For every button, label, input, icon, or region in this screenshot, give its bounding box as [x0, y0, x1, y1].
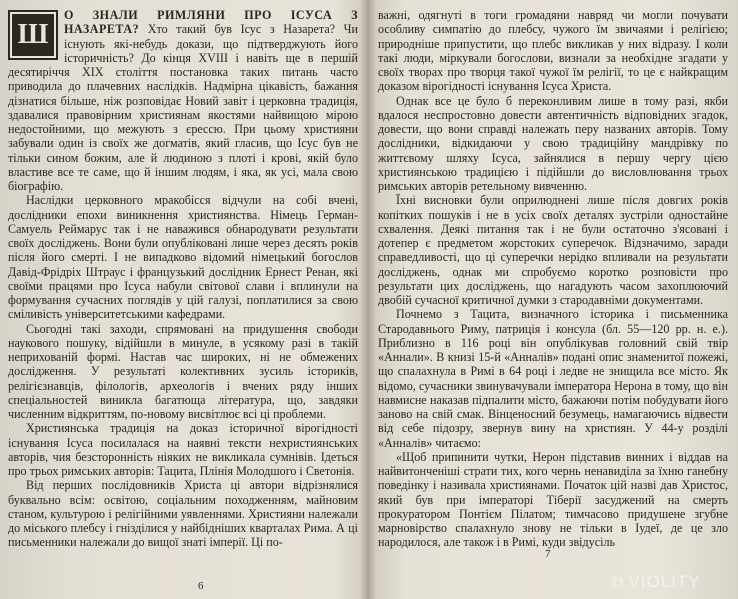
page-number-right: 7 [545, 548, 551, 560]
paragraph: Їхні висновки були оприлюднені лише після довгих років копітких пошуків і не в усіх своїх деталях зустріли одностайне схвалення. Деякі питання так і не були остаточно з'ясовані і дотепер є предметом жорстоких суперечок. Відзначимо, заради справедливості, що ці суперечки нерідко впливали на результати досліджень, однак ми спробуємо коротко розповісти про результати цих досліджень, що нагадують часом захоплюючий двобій сучасної критичної думки з стародавніми документами. [378, 193, 728, 307]
watermark [612, 572, 738, 596]
right-page [378, 8, 728, 578]
left-page [8, 8, 358, 583]
paragraph: Сьогодні такі заходи, спрямовані на придушення свободи наукового пошуку, відійшли в минуле, в усякому разі в такій неприхованій формі. Настав час широких, ні не обмежених дослідження. У результаті колективних зусиль істориків, релігієзнавців, філологів, археологів і вчених ряду інших спеціальностей виникла багатющa література, що, завдяки численним відкриттям, по-новому висвітлює всі ці проблеми. [8, 321, 358, 421]
chapter-heading: О ЗНАЛИ РИМЛЯНИ ПРО ІСУСА З НАЗАРЕТА? [64, 8, 358, 37]
book-gutter [360, 0, 376, 599]
drop-cap: Ш [8, 10, 58, 60]
opening-paragraph [8, 8, 358, 193]
paragraph: Однак все це було б переконливим лише в тому разі, якби вдалося неспростовно довести автентичність відповідних згадок, довести, що вони справді належать перу названих авторів. Тому дослідники, відкидаючи у свою традиційну мандрівку по життєвому шляху Ісуса, зайнялися в першу чергу цією християнською традицією і підійшли до висловлювання трьох римських авторів ретельному вивченню. [378, 93, 728, 193]
watermark-text: VIOLITY [628, 572, 701, 591]
quotation: «Щоб припинити чутки, Нерон підставив винних і віддав на найвитонченіші страти тих, кого чернь ненавиділа за їхню ганебну поведінку і називала християнами. Початок цій назві дав Христос, який був при імператорі Тіберії засуджений на смерть прокуратором Понтієм Пілатом; тимчасово придушене згубне марновірство спалахнуло знову не тільки в Іудеї, де це зло народилося, але також і в Римі, куди звідусіль [378, 449, 728, 550]
paragraph: важні, одягнуті в тоги громадяни навряд чи могли почувати особливу симпатію до плебсу, чужого їм звичаями і релігією; природніше припустити, що плебс викликав у них відразу. І коли такі люди, міркували богослови, визнали за необхідне згадати у своїх творах про творця такої чужої їм релігії, то це є найкращим доказом вірогідності існування Ісуса Христа. [378, 8, 728, 94]
paragraph: Почнемо з Тацита, визначного історика і письменника Стародавнього Риму, патриція і консула (бл. 55—120 рр. н. е.). Приблизно в 116 році він опублікував головний свій твір «Аннали». В книзі 15-й «Анналів» подані опис знаменитої пожежі, що спалахнула в Римі в 64 році і ледве не знищила все місто. Як відомо, сучасники звинувачували імператора Нерона в тому, що він навмисне наказав підпалити місто, бажаючи потім побудувати його заново на свій смак. Вінценосний безумець, намагаючись відвести від себе підозру, звернув вину на християн. У 44-у розділі «Анналів» читаємо: [378, 307, 728, 450]
paragraph: Наслідки церковного мракобісся відчули на собі вчені, дослідники епохи виникнення християнства. Німець Герман-Самуель Реймарус так і не наважився обнародувати результати своїх досліджень. Вони були опубліковані лише через десять років після його смерті. І не випадково відомий німецький богослов Давід-Фрідріх Штраус і французький дослідник Ернест Ренан, які своїми працями про Ісуса набули світової слави і вплинули на формування сучасних поглядів у цій галузі, поплатилися за свою сміливість університетськими кафедрами. [8, 193, 358, 322]
paragraph: Від перших послідовників Христа ці автори відрізнялися буквально всім: освітою, соціальним походженням, майновим станом, культурою і релігійними уявленнями. Християни належали до міського плебсу і гнізділися у найбідніших кварталах Рима. А ці письменники належали до вищої знаті імперії. Ці по- [8, 478, 358, 550]
page-number-left: 6 [198, 580, 204, 592]
paragraph: Християнська традиція на доказ історичної вірогідності існування Ісуса посилалася на наявні тексти нехристиянських авторів, чия безсторонність ніяких не викликала сумнівів. Ідеться про трьох римських авторів: Тацита, Плінія Молодшого і Светонія. [8, 421, 358, 478]
violity-logo-icon: ⧉ [612, 574, 625, 591]
paragraph-text: Хто такий був Ісус з Назарета? Чи існують які-небудь докази, що підтверджують його історичність? До кінця XVIII і навіть ще в першій десятиріччя XIX століття постановка таких питань часто приводила до плачевних наслідків. Надмірна цікавість, бажання дізнатися більше, ніж розповідає Новий завіт і церковна традиція, здавалися правовірним християнам якостями найвищою мірою недостойними, що межують з єрессю. При цьому християни забували один із своїх же догматів, який гласив, що Ісус був не тільки сином божим, але й людиною з плоті і крові, якій було властиве все те саме, що й іншим людям, і яка, як усі, мала свою біографію. [8, 22, 358, 193]
